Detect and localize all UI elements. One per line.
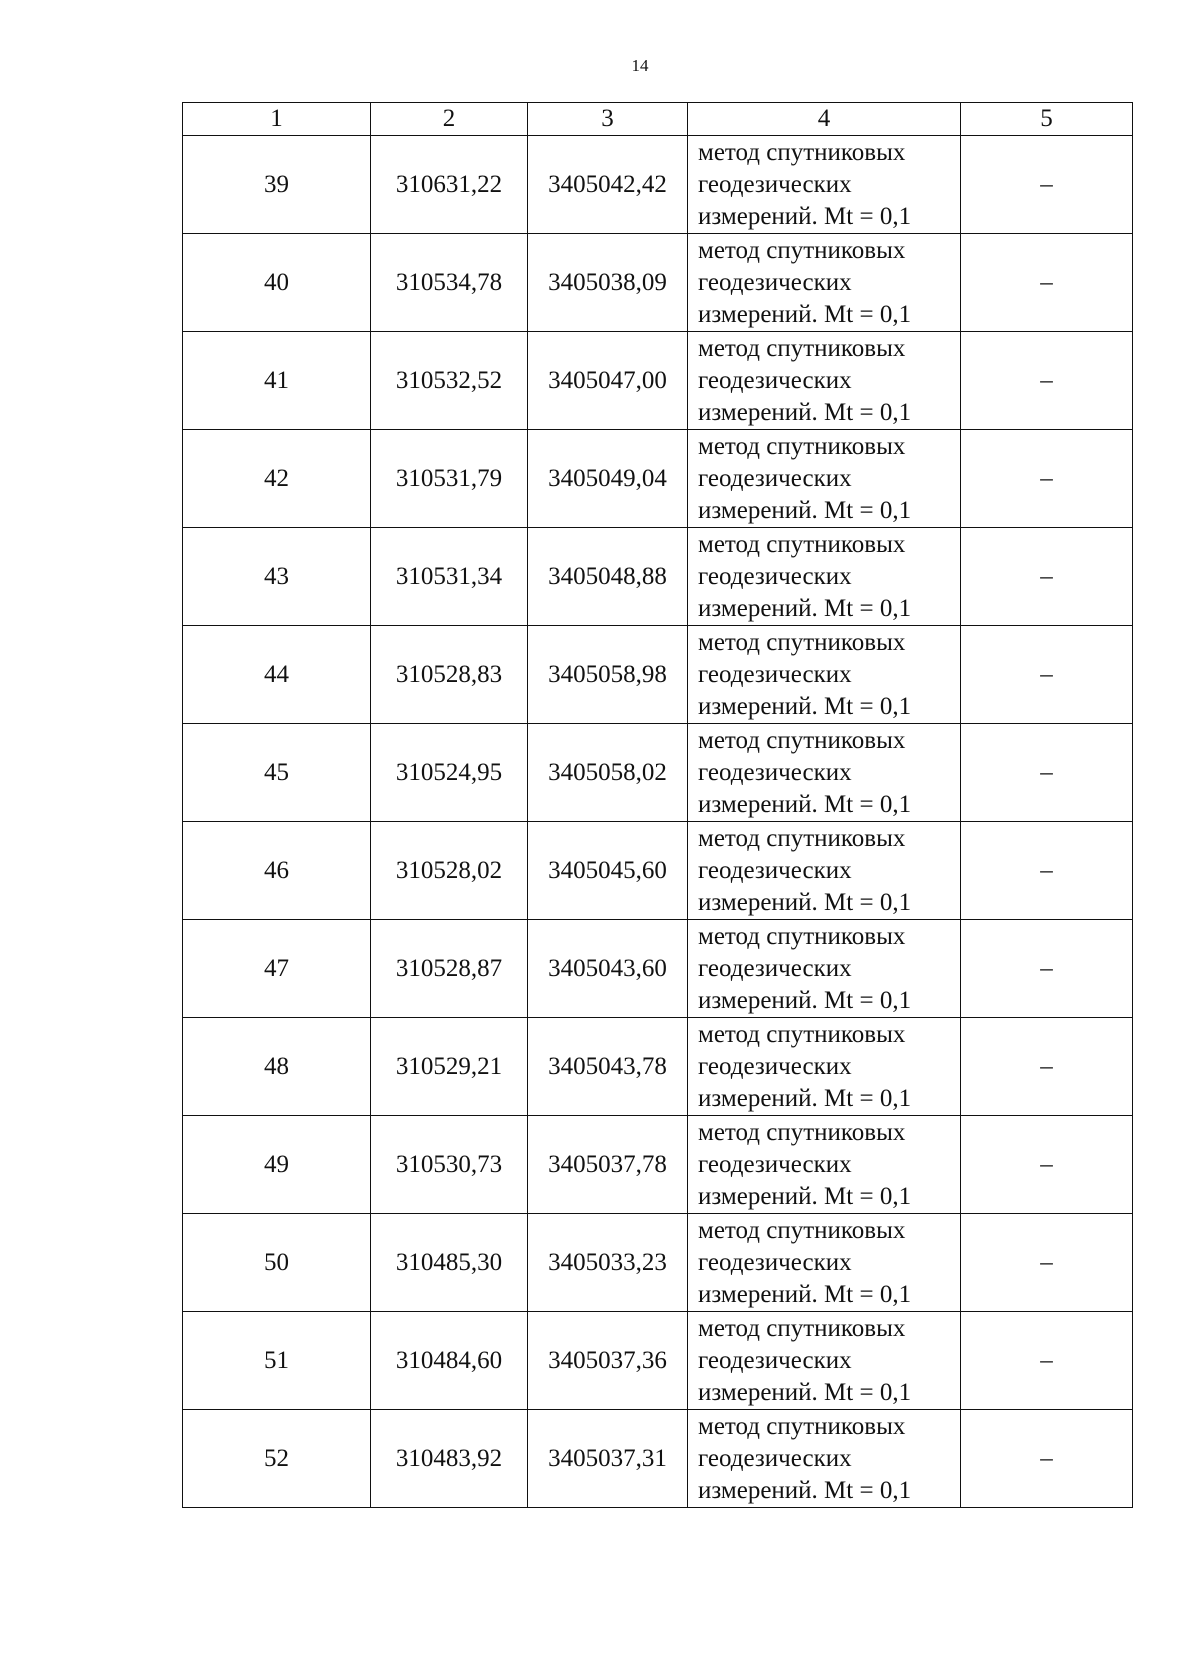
- point-number-cell: 44: [183, 626, 371, 724]
- method-line: измерений. Mt = 0,1: [698, 1084, 912, 1112]
- y-coordinate-cell: 3405037,31: [528, 1410, 688, 1508]
- method-line: измерений. Mt = 0,1: [698, 1378, 912, 1406]
- method-line: метод спутниковых: [698, 432, 906, 460]
- point-number-cell: 46: [183, 822, 371, 920]
- method-line: измерений. Mt = 0,1: [698, 594, 912, 622]
- method-line: метод спутниковых: [698, 1118, 906, 1146]
- method-cell: [688, 1018, 961, 1116]
- column-header-3: 3: [528, 103, 688, 136]
- column-header-4: 4: [688, 103, 961, 136]
- method-line: геодезических: [698, 170, 852, 198]
- method-cell: [688, 234, 961, 332]
- column-header-1: 1: [183, 103, 371, 136]
- method-line: метод спутниковых: [698, 530, 906, 558]
- point-number-cell: 43: [183, 528, 371, 626]
- note-cell: –: [961, 234, 1133, 332]
- x-coordinate-cell: 310531,34: [371, 528, 528, 626]
- note-cell: –: [961, 822, 1133, 920]
- x-coordinate-cell: 310484,60: [371, 1312, 528, 1410]
- x-coordinate-cell: 310528,87: [371, 920, 528, 1018]
- method-line: измерений. Mt = 0,1: [698, 496, 912, 524]
- method-line: геодезических: [698, 856, 852, 884]
- method-line: геодезических: [698, 268, 852, 296]
- y-coordinate-cell: 3405058,02: [528, 724, 688, 822]
- x-coordinate-cell: 310534,78: [371, 234, 528, 332]
- table-row: [183, 724, 1133, 822]
- x-coordinate-cell: 310485,30: [371, 1214, 528, 1312]
- method-line: метод спутниковых: [698, 1412, 906, 1440]
- table-row: [183, 1018, 1133, 1116]
- point-number-cell: 52: [183, 1410, 371, 1508]
- method-cell: [688, 1214, 961, 1312]
- method-cell: [688, 332, 961, 430]
- method-cell: [688, 626, 961, 724]
- method-line: геодезических: [698, 1444, 852, 1472]
- method-cell: [688, 724, 961, 822]
- method-line: геодезических: [698, 1248, 852, 1276]
- method-line: геодезических: [698, 954, 852, 982]
- table-row: [183, 1312, 1133, 1410]
- point-number-cell: 42: [183, 430, 371, 528]
- method-line: измерений. Mt = 0,1: [698, 986, 912, 1014]
- y-coordinate-cell: 3405049,04: [528, 430, 688, 528]
- method-line: измерений. Mt = 0,1: [698, 202, 912, 230]
- point-number-cell: 45: [183, 724, 371, 822]
- table-row: [183, 1410, 1133, 1508]
- method-line: метод спутниковых: [698, 1216, 906, 1244]
- method-line: измерений. Mt = 0,1: [698, 300, 912, 328]
- table-row: [183, 430, 1133, 528]
- point-number-cell: 41: [183, 332, 371, 430]
- point-number-cell: 40: [183, 234, 371, 332]
- table-row: [183, 626, 1133, 724]
- x-coordinate-cell: 310529,21: [371, 1018, 528, 1116]
- method-cell: [688, 1410, 961, 1508]
- method-line: измерений. Mt = 0,1: [698, 888, 912, 916]
- table-row: [183, 136, 1133, 234]
- note-cell: –: [961, 430, 1133, 528]
- x-coordinate-cell: 310528,83: [371, 626, 528, 724]
- coordinates-table: [182, 102, 1133, 1508]
- method-cell: [688, 430, 961, 528]
- y-coordinate-cell: 3405037,36: [528, 1312, 688, 1410]
- method-line: геодезических: [698, 1150, 852, 1178]
- x-coordinate-cell: 310631,22: [371, 136, 528, 234]
- table-row: [183, 234, 1133, 332]
- method-line: метод спутниковых: [698, 628, 906, 656]
- table-row: [183, 1116, 1133, 1214]
- method-line: геодезических: [698, 660, 852, 688]
- method-line: измерений. Mt = 0,1: [698, 692, 912, 720]
- note-cell: –: [961, 332, 1133, 430]
- y-coordinate-cell: 3405037,78: [528, 1116, 688, 1214]
- method-cell: [688, 1312, 961, 1410]
- method-line: геодезических: [698, 562, 852, 590]
- table-row: [183, 1214, 1133, 1312]
- table-header-row: [183, 103, 1133, 136]
- method-line: метод спутниковых: [698, 1314, 906, 1342]
- x-coordinate-cell: 310483,92: [371, 1410, 528, 1508]
- y-coordinate-cell: 3405038,09: [528, 234, 688, 332]
- y-coordinate-cell: 3405048,88: [528, 528, 688, 626]
- method-line: измерений. Mt = 0,1: [698, 1182, 912, 1210]
- method-line: метод спутниковых: [698, 236, 906, 264]
- x-coordinate-cell: 310528,02: [371, 822, 528, 920]
- table-row: [183, 528, 1133, 626]
- note-cell: –: [961, 136, 1133, 234]
- method-cell: [688, 920, 961, 1018]
- note-cell: –: [961, 1214, 1133, 1312]
- y-coordinate-cell: 3405047,00: [528, 332, 688, 430]
- method-line: метод спутниковых: [698, 138, 906, 166]
- table-row: [183, 822, 1133, 920]
- y-coordinate-cell: 3405043,78: [528, 1018, 688, 1116]
- x-coordinate-cell: 310530,73: [371, 1116, 528, 1214]
- method-line: метод спутниковых: [698, 1020, 906, 1048]
- table-body: [183, 136, 1133, 1508]
- y-coordinate-cell: 3405043,60: [528, 920, 688, 1018]
- method-line: метод спутниковых: [698, 726, 906, 754]
- point-number-cell: 51: [183, 1312, 371, 1410]
- note-cell: –: [961, 724, 1133, 822]
- y-coordinate-cell: 3405058,98: [528, 626, 688, 724]
- x-coordinate-cell: 310524,95: [371, 724, 528, 822]
- method-line: геодезических: [698, 1052, 852, 1080]
- table-row: [183, 920, 1133, 1018]
- y-coordinate-cell: 3405033,23: [528, 1214, 688, 1312]
- method-line: измерений. Mt = 0,1: [698, 1280, 912, 1308]
- note-cell: –: [961, 1116, 1133, 1214]
- note-cell: –: [961, 920, 1133, 1018]
- method-line: измерений. Mt = 0,1: [698, 1476, 912, 1504]
- point-number-cell: 50: [183, 1214, 371, 1312]
- method-line: геодезических: [698, 464, 852, 492]
- note-cell: –: [961, 626, 1133, 724]
- point-number-cell: 39: [183, 136, 371, 234]
- method-cell: [688, 528, 961, 626]
- method-cell: [688, 822, 961, 920]
- note-cell: –: [961, 1410, 1133, 1508]
- column-header-5: 5: [961, 103, 1133, 136]
- method-line: метод спутниковых: [698, 334, 906, 362]
- point-number-cell: 48: [183, 1018, 371, 1116]
- method-line: геодезических: [698, 366, 852, 394]
- method-line: метод спутниковых: [698, 922, 906, 950]
- x-coordinate-cell: 310531,79: [371, 430, 528, 528]
- point-number-cell: 47: [183, 920, 371, 1018]
- method-cell: [688, 136, 961, 234]
- method-line: измерений. Mt = 0,1: [698, 398, 912, 426]
- y-coordinate-cell: 3405042,42: [528, 136, 688, 234]
- method-line: геодезических: [698, 758, 852, 786]
- method-line: метод спутниковых: [698, 824, 906, 852]
- method-line: измерений. Mt = 0,1: [698, 790, 912, 818]
- x-coordinate-cell: 310532,52: [371, 332, 528, 430]
- page-number: 14: [631, 56, 649, 75]
- note-cell: –: [961, 1018, 1133, 1116]
- point-number-cell: 49: [183, 1116, 371, 1214]
- column-header-2: 2: [371, 103, 528, 136]
- table-row: [183, 332, 1133, 430]
- y-coordinate-cell: 3405045,60: [528, 822, 688, 920]
- method-line: геодезических: [698, 1346, 852, 1374]
- method-cell: [688, 1116, 961, 1214]
- note-cell: –: [961, 1312, 1133, 1410]
- note-cell: –: [961, 528, 1133, 626]
